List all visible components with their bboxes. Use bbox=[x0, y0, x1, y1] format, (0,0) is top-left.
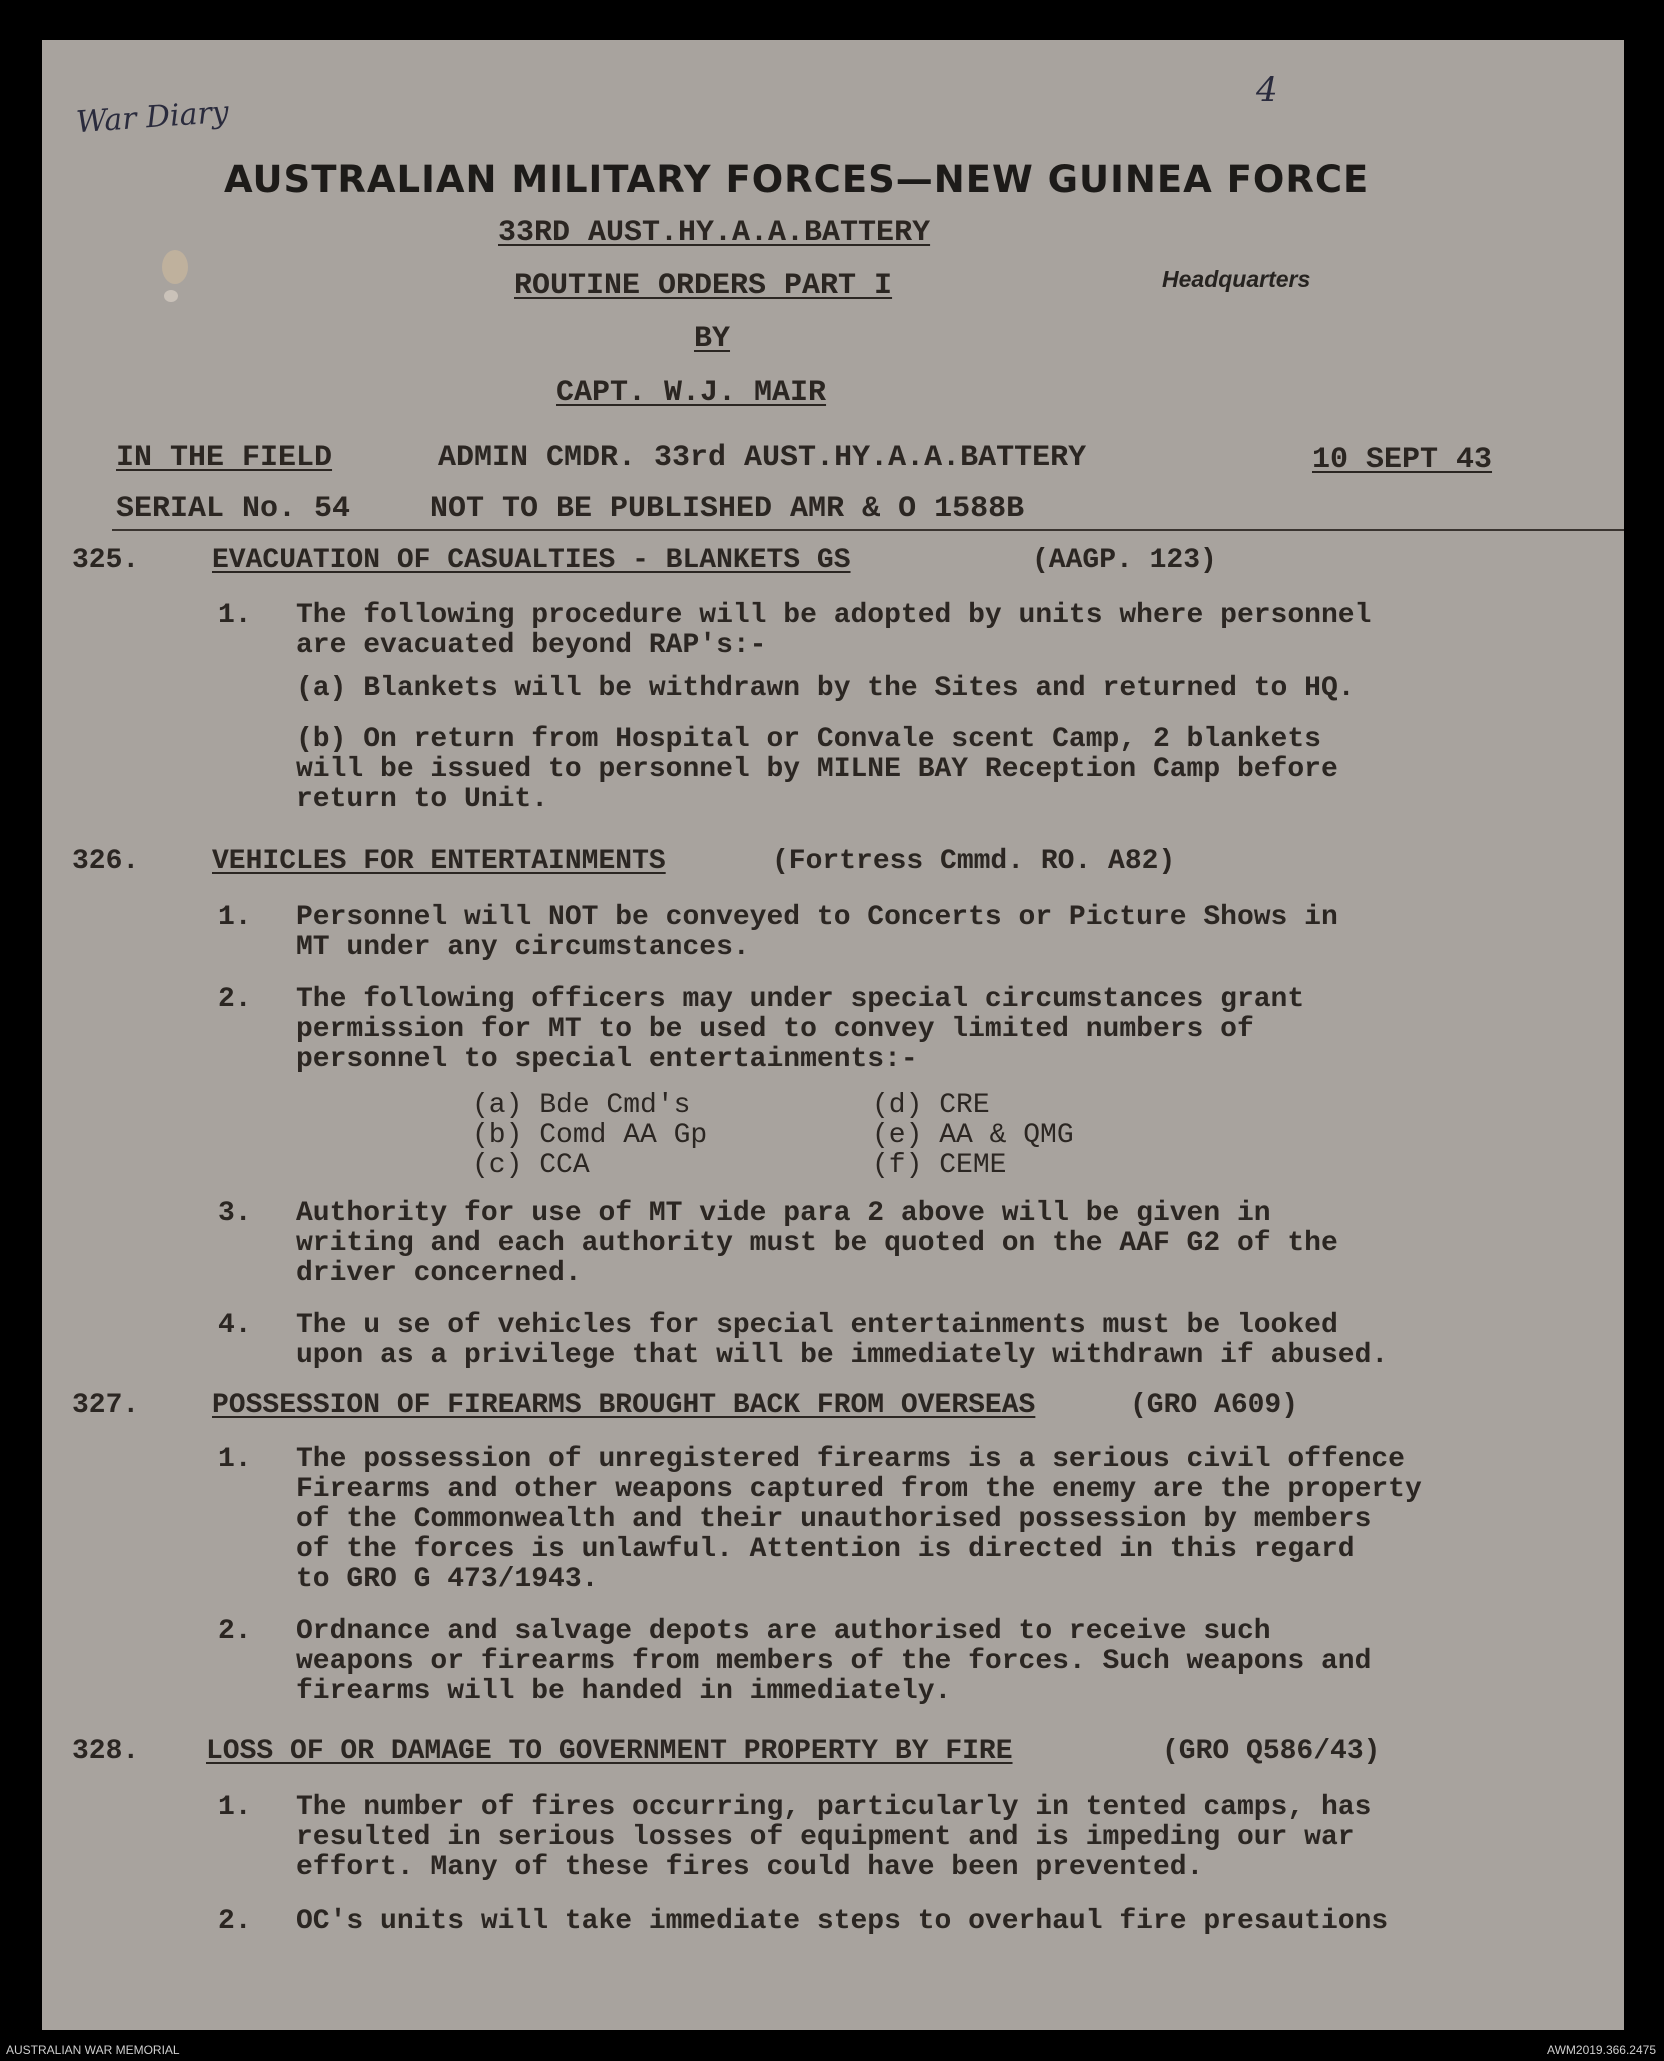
document-type: ROUTINE ORDERS PART I bbox=[514, 269, 893, 303]
paragraph-number: 1. bbox=[218, 1792, 252, 1823]
handwritten-page-number: 4 bbox=[1256, 70, 1278, 110]
paragraph-line: permission for MT to be used to convey limited numbers of bbox=[296, 1014, 1254, 1045]
paragraph-line: The possession of unregistered firearms is a serious civil offence bbox=[296, 1444, 1405, 1475]
paragraph-line: driver concerned. bbox=[296, 1258, 582, 1289]
paragraph-number: 1. bbox=[218, 1444, 252, 1475]
subparagraph-a: (a) Blankets will be withdrawn by the Sites and returned to HQ. bbox=[296, 673, 1355, 704]
subparagraph-b: (b) On return from Hospital or Convale scent Camp, 2 blankets bbox=[296, 724, 1321, 755]
admin-commander: ADMIN CMDR. 33rd AUST.HY.A.A.BATTERY bbox=[438, 441, 1087, 475]
paragraph-line: Firearms and other weapons captured from the enemy are the property bbox=[296, 1474, 1422, 1505]
order-title: VEHICLES FOR ENTERTAINMENTS bbox=[212, 846, 666, 877]
paragraph-line: to GRO G 473/1943. bbox=[296, 1564, 599, 1595]
document-date: 10 SEPT 43 bbox=[1312, 443, 1493, 477]
paragraph-line: writing and each authority must be quoted on the AAF G2 of the bbox=[296, 1228, 1338, 1259]
paragraph-line: return to Unit. bbox=[296, 784, 549, 815]
place: IN THE FIELD bbox=[116, 441, 333, 475]
paragraph-line: MT under any circumstances. bbox=[296, 932, 750, 963]
letterhead-title: AUSTRALIAN MILITARY FORCES—NEW GUINEA FORCE bbox=[224, 158, 1370, 201]
paragraph-line: The following procedure will be adopted by units where personnel bbox=[296, 600, 1372, 631]
paper-stain bbox=[164, 290, 178, 302]
paragraph-number: 2. bbox=[218, 984, 252, 1015]
serial-number: SERIAL No. 54 bbox=[116, 492, 351, 526]
order-reference: (Fortress Cmmd. RO. A82) bbox=[772, 846, 1176, 877]
officer-list-item: (c) CCA bbox=[472, 1150, 590, 1181]
paragraph-line: Personnel will NOT be conveyed to Concerts or Picture Shows in bbox=[296, 902, 1338, 933]
paragraph-line: The number of fires occurring, particularly in tented camps, has bbox=[296, 1792, 1372, 1823]
by-line: BY bbox=[694, 322, 731, 356]
officer-list-item: (d) CRE bbox=[872, 1090, 990, 1121]
paper-stain bbox=[162, 250, 188, 284]
archive-reference: AWM2019.366.2475 bbox=[1547, 2043, 1656, 2057]
headquarters-label: Headquarters bbox=[1162, 266, 1311, 292]
document-page bbox=[42, 40, 1624, 2030]
paragraph-line: resulted in serious losses of equipment and is impeding our war bbox=[296, 1822, 1355, 1853]
header-rule bbox=[112, 529, 1624, 531]
unit-title: 33RD AUST.HY.A.A.BATTERY bbox=[498, 216, 931, 250]
order-title: LOSS OF OR DAMAGE TO GOVERNMENT PROPERTY BY FIRE bbox=[206, 1736, 1013, 1767]
order-number: 327. bbox=[72, 1390, 140, 1421]
paragraph-number: 3. bbox=[218, 1198, 252, 1229]
paragraph-line: The u se of vehicles for special entertainments must be looked bbox=[296, 1310, 1338, 1341]
order-number: 326. bbox=[72, 846, 140, 877]
order-number: 325. bbox=[72, 545, 140, 576]
paragraph-number: 1. bbox=[218, 902, 252, 933]
paragraph-line: OC's units will take immediate steps to overhaul fire presautions bbox=[296, 1906, 1389, 1937]
officer-list-item: (e) AA & QMG bbox=[872, 1120, 1074, 1151]
handwritten-note: War Diary bbox=[74, 94, 230, 141]
paragraph-line: Authority for use of MT vide para 2 above will be given in bbox=[296, 1198, 1271, 1229]
paragraph-line: effort. Many of these fires could have been prevented. bbox=[296, 1852, 1204, 1883]
paragraph-line: of the forces is unlawful. Attention is directed in this regard bbox=[296, 1534, 1355, 1565]
author: CAPT. W.J. MAIR bbox=[556, 376, 827, 410]
paragraph-number: 2. bbox=[218, 1616, 252, 1647]
order-number: 328. bbox=[72, 1736, 140, 1767]
paragraph-line: The following officers may under special circumstances grant bbox=[296, 984, 1305, 1015]
paragraph-line: are evacuated beyond RAP's:- bbox=[296, 630, 767, 661]
paragraph-line: personnel to special entertainments:- bbox=[296, 1044, 918, 1075]
publication-notice: NOT TO BE PUBLISHED AMR & O 1588B bbox=[430, 492, 1025, 526]
paragraph-line: weapons or firearms from members of the forces. Such weapons and bbox=[296, 1646, 1372, 1677]
paragraph-line: upon as a privilege that will be immediately withdrawn if abused. bbox=[296, 1340, 1389, 1371]
order-reference: (AAGP. 123) bbox=[1032, 545, 1217, 576]
officer-list-item: (a) Bde Cmd's bbox=[472, 1090, 691, 1121]
order-title: POSSESSION OF FIREARMS BROUGHT BACK FROM OVERSEAS bbox=[212, 1390, 1036, 1421]
order-reference: (GRO Q586/43) bbox=[1162, 1736, 1381, 1767]
paragraph-line: firearms will be handed in immediately. bbox=[296, 1676, 952, 1707]
paragraph-line: of the Commonwealth and their unauthorised possession by members bbox=[296, 1504, 1372, 1535]
order-title: EVACUATION OF CASUALTIES - BLANKETS GS bbox=[212, 545, 851, 576]
paragraph-number: 2. bbox=[218, 1906, 252, 1937]
archive-credit: AUSTRALIAN WAR MEMORIAL bbox=[6, 2043, 180, 2057]
paragraph-number: 4. bbox=[218, 1310, 252, 1341]
officer-list-item: (b) Comd AA Gp bbox=[472, 1120, 708, 1151]
order-reference: (GRO A609) bbox=[1130, 1390, 1299, 1421]
paragraph-line: will be issued to personnel by MILNE BAY Reception Camp before bbox=[296, 754, 1338, 785]
officer-list-item: (f) CEME bbox=[872, 1150, 1007, 1181]
paragraph-line: Ordnance and salvage depots are authorised to receive such bbox=[296, 1616, 1271, 1647]
paragraph-number: 1. bbox=[218, 600, 252, 631]
